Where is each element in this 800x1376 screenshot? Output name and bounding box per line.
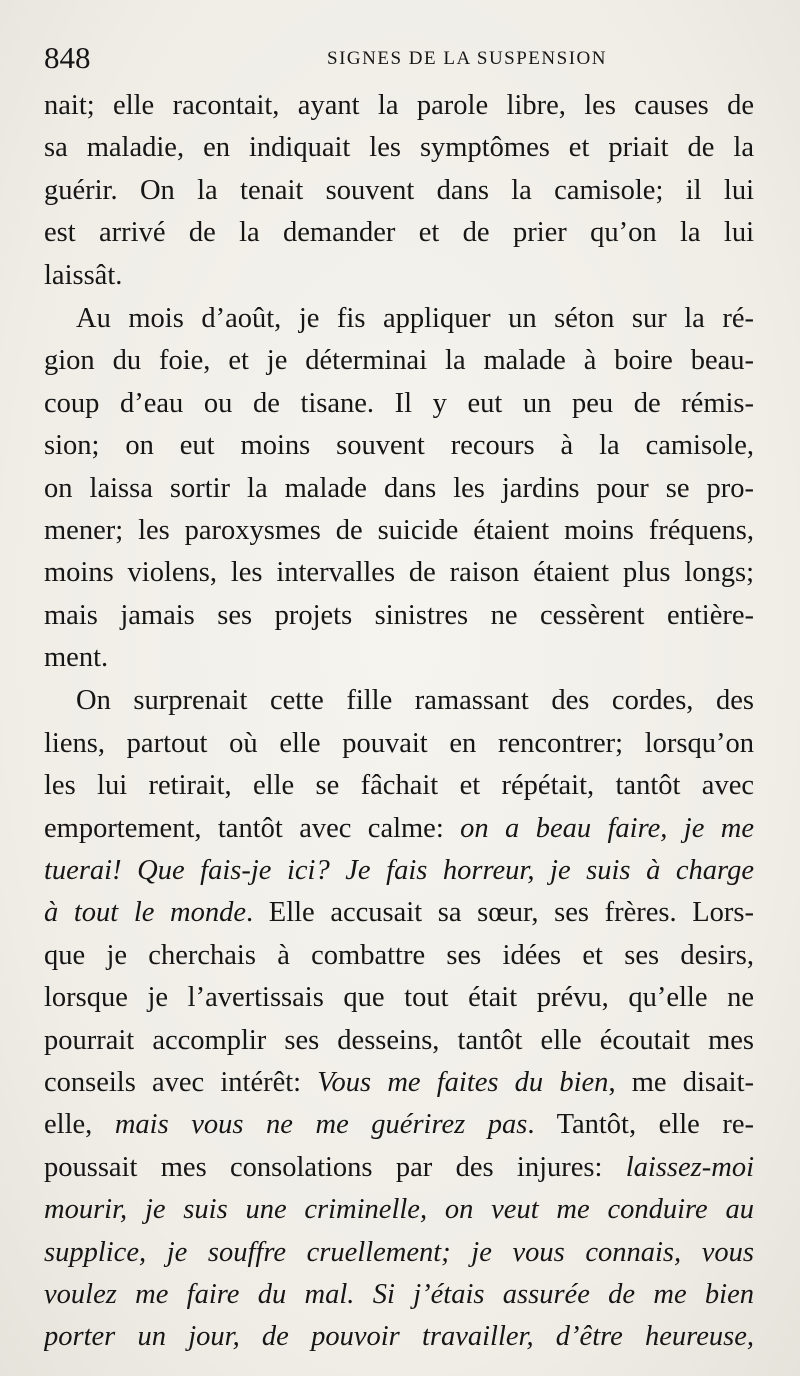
page-number: 848 <box>44 40 91 75</box>
italic-text: à tout le monde <box>44 897 247 929</box>
text-segment: liens, partout où elle pouvait en rencontrer; lorsqu’on <box>44 727 754 759</box>
text-segment: ment. <box>44 642 109 674</box>
body-text <box>44 85 754 1359</box>
text-line <box>44 637 754 679</box>
text-line <box>44 765 754 807</box>
text-line <box>44 85 754 127</box>
text-line <box>44 1062 754 1104</box>
text-segment: . Elle accusait sa sœur, ses frères. Lors- <box>246 897 754 929</box>
text-line <box>44 1316 754 1358</box>
text-line <box>44 552 754 594</box>
italic-text: porter un jour, de pouvoir travailler, d’être heureuse, <box>44 1321 754 1353</box>
text-line <box>44 680 754 722</box>
italic-text: Vous me faites du bien <box>317 1066 609 1098</box>
text-segment: On surprenait cette fille ramassant des cordes, des <box>76 685 754 717</box>
italic-text: laissez-moi <box>625 1151 754 1183</box>
text-line <box>44 1147 754 1189</box>
text-segment: Au mois d’août, je fis appliquer un séton sur la ré- <box>76 302 754 334</box>
italic-text: mais vous ne me guérirez pas <box>114 1109 528 1141</box>
text-segment: mener; les paroxysmes de suicide étaient moins fréquens, <box>44 514 754 546</box>
text-line <box>44 127 754 169</box>
text-segment: mais jamais ses projets sinistres ne cessèrent entière- <box>44 599 754 631</box>
text-segment: nait; elle racontait, ayant la parole libre, les causes de <box>44 90 754 121</box>
text-line <box>44 850 754 892</box>
text-segment: les lui retirait, elle se fâchait et répétait, tantôt avec <box>44 770 754 802</box>
text-line <box>44 468 754 510</box>
text-line <box>44 1274 754 1316</box>
text-segment: coup d’eau ou de tisane. Il y eut un peu de rémis- <box>44 387 754 419</box>
text-segment: . Tantôt, elle re- <box>527 1109 754 1141</box>
text-line <box>44 255 754 297</box>
text-line <box>44 892 754 934</box>
text-line <box>44 170 754 212</box>
text-segment: est arrivé de la demander et de prier qu’on la lui <box>44 217 754 249</box>
text-segment: conseils avec intérêt: <box>44 1066 318 1098</box>
text-line <box>44 1232 754 1274</box>
text-line <box>44 425 754 467</box>
text-segment: sa maladie, en indiquait les symptômes et priait de la <box>44 132 754 164</box>
text-segment: guérir. On la tenait souvent dans la camisole; il lui <box>44 174 754 206</box>
running-title: SIGNES DE LA SUSPENSION <box>327 48 607 69</box>
text-segment: lorsque je l’avertissais que tout était prévu, qu’elle ne <box>44 982 754 1014</box>
italic-text: on a beau faire, je me <box>460 812 754 844</box>
italic-text: mourir, je suis une criminelle, on veut me conduire au <box>44 1194 754 1226</box>
text-line <box>44 1020 754 1062</box>
text-line <box>44 977 754 1019</box>
text-segment: gion du foie, et je déterminai la malade à boire beau- <box>44 345 754 377</box>
text-segment: que je cherchais à combattre ses idées et ses desirs, <box>44 939 754 971</box>
italic-text: voulez me faire du mal. Si j’étais assurée de me bien <box>44 1278 754 1310</box>
italic-text: supplice, je souffre cruellement; je vous connais, vous <box>44 1236 754 1268</box>
text-segment: laissât. <box>44 259 123 291</box>
text-line <box>44 1104 754 1146</box>
text-line <box>44 212 754 254</box>
text-line <box>44 808 754 850</box>
text-line <box>44 298 754 340</box>
text-line <box>44 1189 754 1231</box>
text-segment: emportement, tantôt avec calme: <box>44 812 461 844</box>
text-segment: poussait mes consolations par des injures: <box>44 1151 626 1183</box>
text-segment: elle, <box>44 1109 115 1141</box>
text-line <box>44 510 754 552</box>
text-line <box>44 383 754 425</box>
text-segment: sion; on eut moins souvent recours à la camisole, <box>44 430 754 462</box>
text-segment: pourrait accomplir ses desseins, tantôt elle écoutait mes <box>44 1024 754 1056</box>
text-line <box>44 935 754 977</box>
text-line <box>44 723 754 765</box>
page-header <box>44 38 760 78</box>
text-segment: , me disait- <box>608 1066 754 1098</box>
text-segment: moins violens, les intervalles de raison étaient plus longs; <box>44 557 754 589</box>
italic-text: tuerai! Que fais-je ici? Je fais horreur, je suis à charge <box>44 855 754 887</box>
text-line <box>44 595 754 637</box>
text-line <box>44 340 754 382</box>
text-segment: on laissa sortir la malade dans les jardins pour se pro- <box>44 472 754 504</box>
